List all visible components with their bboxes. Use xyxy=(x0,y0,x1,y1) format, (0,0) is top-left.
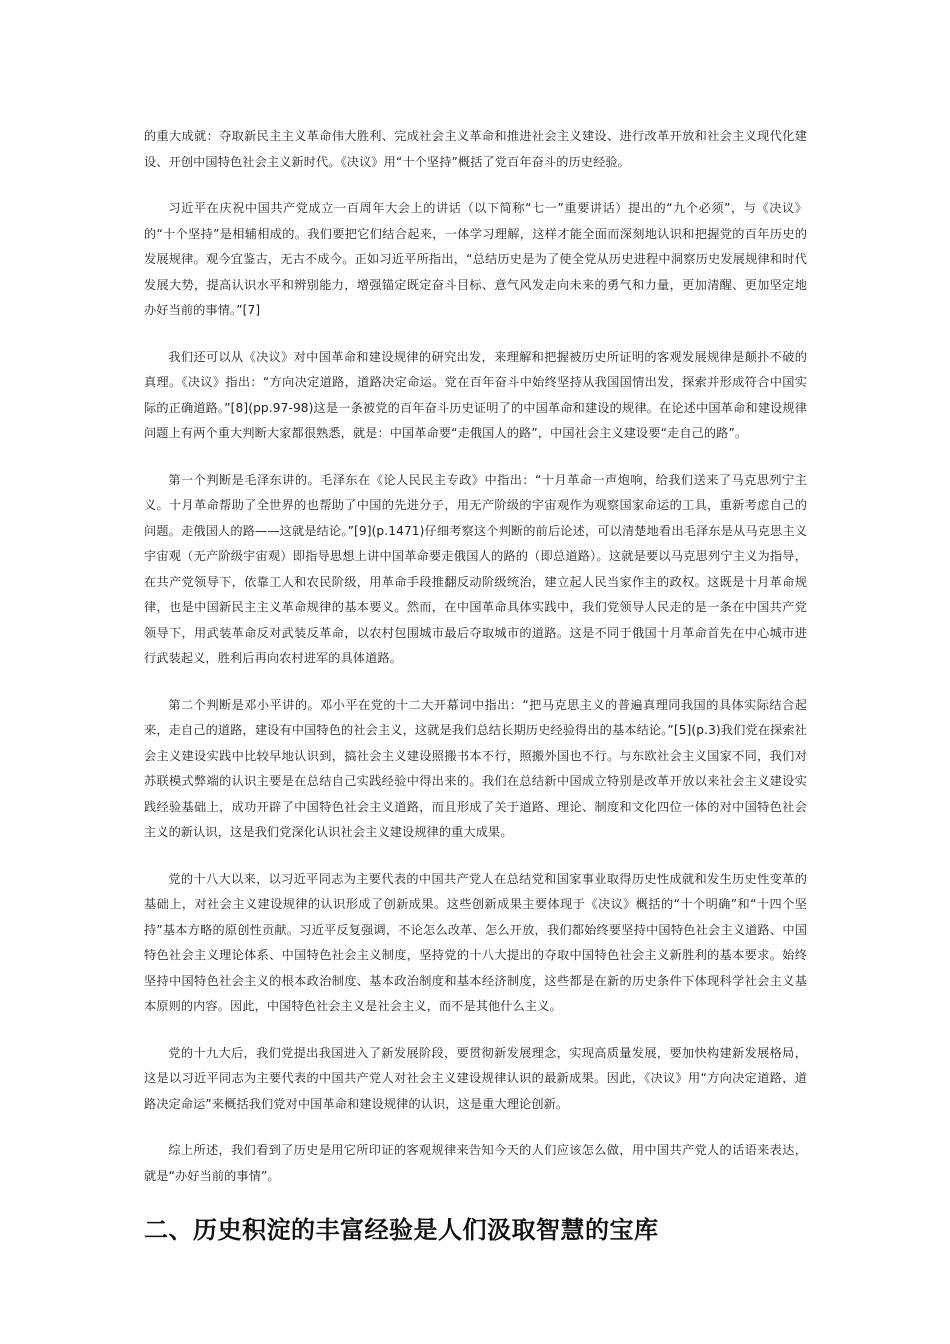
paragraph-jiu-ge-bixu: 习近平在庆祝中国共产党成立一百周年大会上的讲话（以下简称“七一”重要讲话）提出的“九个必须”，与《决议》的“十个坚持”是相辅相成的。我们要把它们结合起来，一体学习理解，这样才能全面而深刻地认识和把握党的百年历史的发展规律。观今宜鉴古，无古不成今。正如习近平所指出，“总结历史是为了使全党从历史进程中洞察历史发展规律和时代发展大势，提高认识水平和辨别能力，增强锚定既定奋斗目标、意气风发走向未来的勇气和力量，更加清醒、更加坚定地办好当前的事情。”[7] xyxy=(144,201,807,317)
paragraph-nineteenth-congress: 党的十九大后，我们党提出我国进入了新发展阶段，要贯彻新发展理念，实现高质量发展，要加快构建新发展格局，这是以习近平同志为主要代表的中国共产党人对社会主义建设规律认识的最新成果。因此，《决议》用“方向决定道路，道路决定命运”来概括我们党对中国革命和建设规律的认识，这是重大理论创新。 xyxy=(144,1045,807,1111)
section-heading: 二、历史积淀的丰富经验是人们汲取智慧的宝库 xyxy=(144,1216,659,1244)
paragraph-eighteenth-congress: 党的十八大以来，以习近平同志为主要代表的中国共产党人在总结党和国家事业取得历史性成就和发生历史性变革的基础上，对社会主义建设规律的认识形成了创新成果。这些创新成果主要体现于《决议》概括的“十个明确”和“十四个坚持”基本方略的原创性贡献。习近平反复强调，不论怎么改革、怎么开放，我们都始终要坚持中国特色社会主义道路、中国特色社会主义理论体系、中国特色社会主义制度，坚持党的十八大提出的夺取中国特色社会主义新胜利的基本要求。始终坚持中国特色社会主义的根本政治制度、基本政治制度和基本经济制度，这些都是在新的历史条件下体现科学社会主义基本原则的内容。因此，中国特色社会主义是社会主义，而不是其他什么主义。 xyxy=(144,871,807,1013)
paragraph-first-judgment: 第一个判断是毛泽东讲的。毛泽东在《论人民民主专政》中指出：“十月革命一声炮响，给我们送来了马克思列宁主义。十月革命帮助了全世界的也帮助了中国的先进分子，用无产阶级的宇宙观作为观察国家命运的工具，重新考虑自己的问题。走俄国人的路——这就是结论。”[9](p.1471)仔细考察这个判断的前后论述，可以清楚地看出毛泽东是从马克思主义宇宙观（无产阶级宇宙观）即指导思想上讲中国革命要走俄国人的路的（即总道路）。这就是要以马克思列宁主义为指导，在共产党领导下，依靠工人和农民阶级，用革命手段推翻反动阶级统治，建立起人民当家作主的政权。这既是十月革命规律，也是中国新民主主义革命规律的基本要义。然而，在中国革命具体实践中，我们党领导人民走的是一条在中国共产党领导下，用武装革命反对武装反革命，以农村包围城市最后夺取城市的道路。这是不同于俄国十月革命首先在中心城市进行武装起义，胜利后再向农村进军的具体道路。 xyxy=(144,472,807,665)
document-page xyxy=(144,124,807,1250)
paragraph-summary: 综上所述，我们看到了历史是用它所印证的客观规律来告知今天的人们应该怎么做，用中国共产党人的话语来表达，就是“办好当前的事情”。 xyxy=(144,1143,807,1183)
paragraph-second-judgment: 第二个判断是邓小平讲的。邓小平在党的十二大开幕词中指出：“把马克思主义的普遍真理同我国的具体实际结合起来，走自己的道路，建设有中国特色的社会主义，这就是我们总结长期历史经验得出的基本结论。”[5](p.3)我们党在探索社会主义建设实践中比较早地认识到，搞社会主义建设照搬书本不行，照搬外国也不行。与东欧社会主义国家不同，我们对苏联模式弊端的认识主要是在总结自己实践经验中得出来的。我们在总结新中国成立特别是改革开放以来社会主义建设实践经验基础上，成功开辟了中国特色社会主义道路，而且形成了关于道路、理论、制度和文化四位一体的对中国特色社会主义的新认识，这是我们党深化认识社会主义建设规律的重大成果。 xyxy=(144,697,807,839)
paragraph-revolution-law: 我们还可以从《决议》对中国革命和建设规律的研究出发，来理解和把握被历史所证明的客观发展规律是颠扑不破的真理。《决议》指出：“方向决定道路，道路决定命运。党在百年奋斗中始终坚持从我国国情出发，探索并形成符合中国实际的正确道路。”[8](pp.97-98)这是一条被党的百年奋斗历史证明了的中国革命和建设的规律。在论述中国革命和建设规律问题上有两个重大判断大家都很熟悉，就是：中国革命要“走俄国人的路”，中国社会主义建设要“走自己的路”。 xyxy=(144,349,807,440)
paragraph-continuation: 的重大成就：夺取新民主主义革命伟大胜利、完成社会主义革命和推进社会主义建设、进行改革开放和社会主义现代化建设、开创中国特色社会主义新时代。《决议》用“十个坚持”概括了党百年奋斗的历史经验。 xyxy=(144,129,807,169)
